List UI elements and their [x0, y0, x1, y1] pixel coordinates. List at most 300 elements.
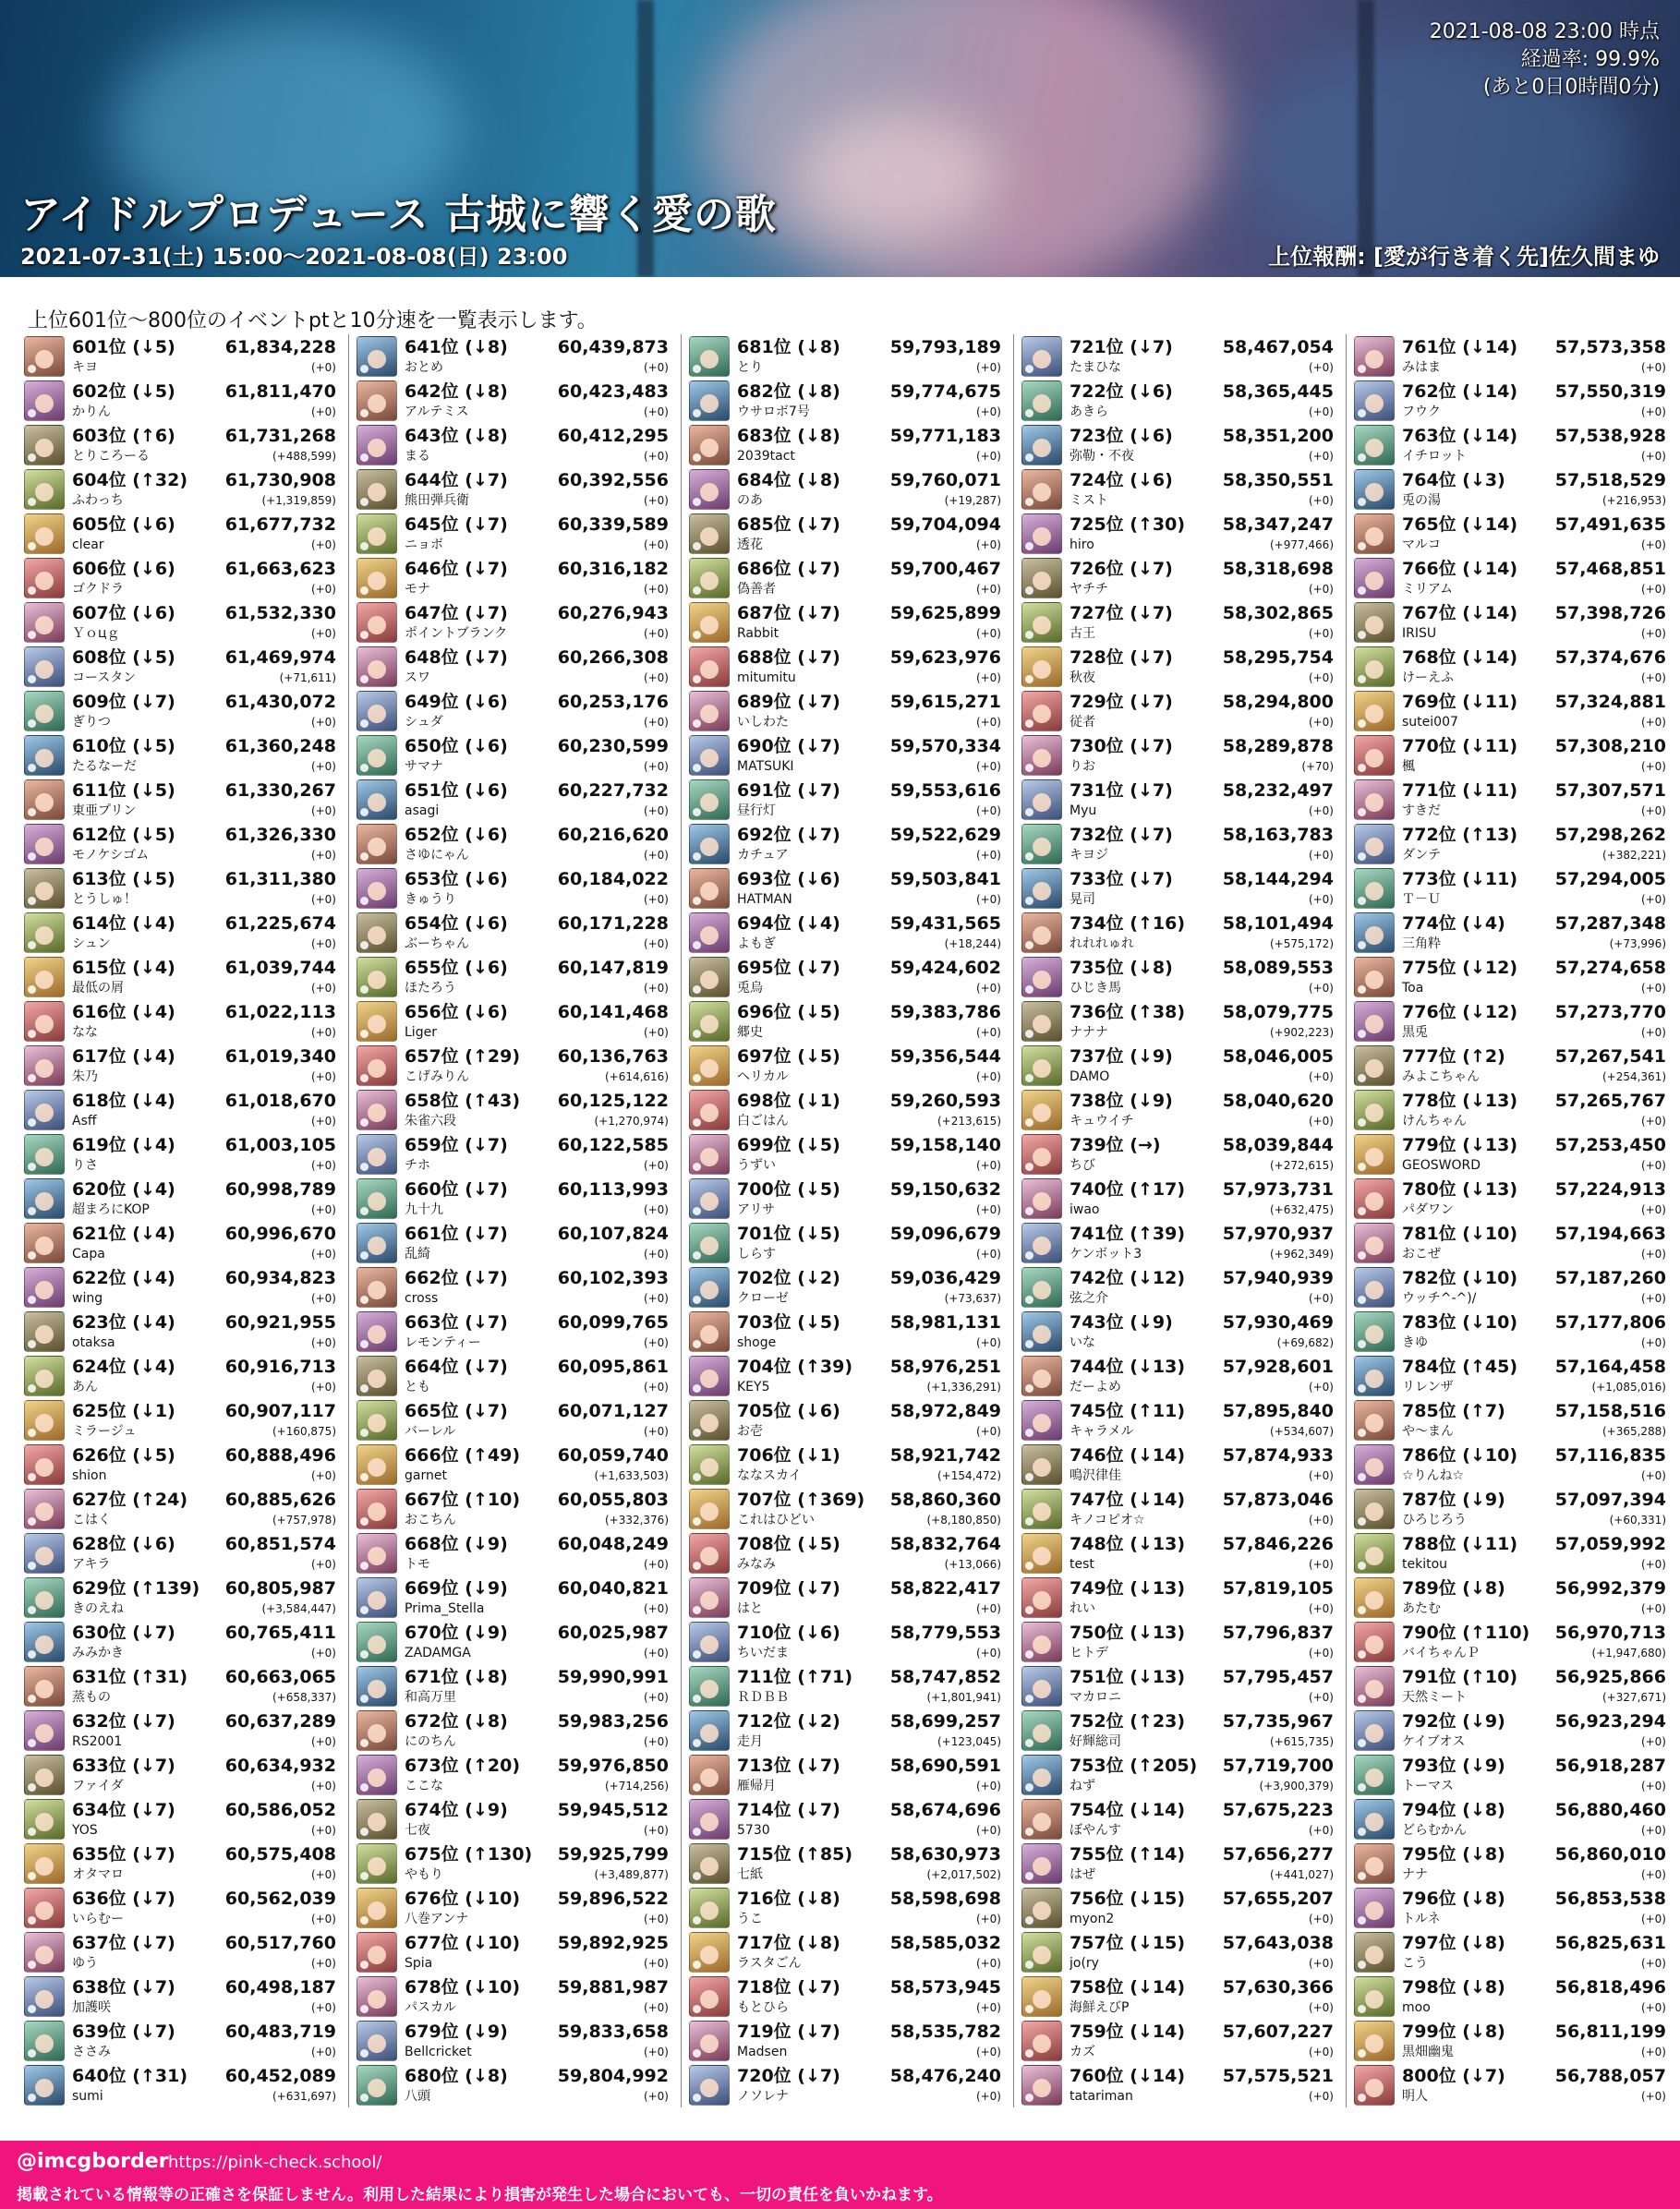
producer-name: 黒畑幽鬼: [1402, 2045, 1454, 2059]
rank-change: 684位 (↓8): [737, 470, 840, 490]
event-points: 57,187,260: [1554, 1268, 1666, 1288]
rank-change: 775位 (↓12): [1402, 958, 1518, 978]
producer-name: トーマス: [1402, 1779, 1454, 1793]
producer-name: 古王: [1070, 626, 1095, 641]
ranking-entry: [24, 1265, 340, 1310]
event-points: 60,025,987: [557, 1623, 669, 1643]
ranking-entry: [1021, 556, 1337, 600]
ranking-entry: [1021, 1575, 1337, 1620]
event-points: 56,923,294: [1554, 1711, 1666, 1732]
ten-minute-speed: (+0): [1308, 893, 1334, 906]
producer-name: オタマロ: [72, 1867, 124, 1882]
event-points: 60,851,574: [224, 1534, 336, 1554]
event-points: 57,930,469: [1222, 1312, 1334, 1333]
event-points: 59,096,679: [889, 1224, 1001, 1244]
rank-change: 749位 (↓13): [1070, 1578, 1186, 1599]
producer-avatar: [24, 1976, 65, 2017]
producer-name: 鳴沢律佳: [1070, 1468, 1121, 1483]
producer-avatar: [357, 691, 397, 731]
ranking-entry: [1354, 1265, 1670, 1310]
event-points: 57,324,881: [1554, 692, 1666, 712]
producer-name: Ｙｏцｇ: [72, 626, 120, 641]
ten-minute-speed: (+0): [310, 1026, 336, 1039]
producer-avatar: [357, 1622, 397, 1662]
rank-change: 785位 (↑7): [1402, 1401, 1505, 1421]
rank-change: 666位 (↑49): [405, 1445, 521, 1466]
producer-name: ラスタごん: [737, 1956, 802, 1971]
ranking-entry: [357, 2019, 672, 2063]
producer-name: ぼやんす: [1070, 1823, 1121, 1838]
ten-minute-speed: (+0): [310, 1957, 336, 1970]
rank-change: 761位 (↓14): [1402, 337, 1518, 357]
rank-change: 706位 (↓1): [737, 1445, 840, 1466]
event-points: 61,019,340: [224, 1046, 336, 1067]
rank-change: 790位 (↑110): [1402, 1623, 1530, 1643]
event-points: 60,216,620: [557, 825, 669, 845]
producer-avatar: [689, 1710, 730, 1751]
event-points: 57,294,005: [1554, 869, 1666, 889]
rank-change: 737位 (↓9): [1070, 1046, 1173, 1067]
event-points: 60,392,556: [557, 470, 669, 490]
twitter-handle-link[interactable]: @imcgborder: [17, 2150, 169, 2173]
producer-name: なな: [72, 1025, 98, 1040]
event-points: 60,048,249: [557, 1534, 669, 1554]
ten-minute-speed: (+902,223): [1269, 1026, 1334, 1039]
ten-minute-speed: (+0): [643, 361, 669, 374]
ten-minute-speed: (+0): [310, 1292, 336, 1305]
producer-avatar: [1021, 2065, 1062, 2106]
ten-minute-speed: (+0): [975, 1602, 1001, 1615]
producer-avatar: [357, 1001, 397, 1042]
ten-minute-speed: (+0): [975, 893, 1001, 906]
producer-avatar: [357, 2065, 397, 2106]
event-points: 60,998,789: [224, 1179, 336, 1200]
rank-change: 609位 (↓7): [72, 692, 175, 712]
ten-minute-speed: (+0): [643, 627, 669, 640]
ranking-entry: [1021, 600, 1337, 645]
producer-avatar: [1021, 1045, 1062, 1086]
rank-change: 657位 (↑29): [405, 1046, 521, 1067]
ranking-entry: [1354, 1886, 1670, 1930]
rank-change: 604位 (↑32): [72, 470, 188, 490]
producer-avatar: [24, 2021, 65, 2061]
producer-avatar: [1021, 1799, 1062, 1840]
producer-avatar: [357, 513, 397, 554]
site-url-link[interactable]: https://pink-check.school/: [168, 2153, 382, 2172]
producer-name: ほたろう: [405, 981, 456, 996]
ranking-entry: [1021, 1354, 1337, 1398]
producer-name: 蒸もの: [72, 1690, 111, 1705]
ten-minute-speed: (+0): [975, 1824, 1001, 1837]
rank-change: 717位 (↓8): [737, 1933, 840, 1953]
producer-avatar: [357, 1843, 397, 1884]
producer-name: マルコ: [1402, 537, 1441, 552]
ten-minute-speed: (+0): [975, 583, 1001, 596]
producer-name: myon2: [1070, 1912, 1115, 1926]
event-points: 56,918,287: [1554, 1756, 1666, 1776]
rank-change: 791位 (↑10): [1402, 1667, 1518, 1687]
producer-name: きゅうり: [405, 892, 456, 907]
producer-name: ヘリカル: [737, 1069, 789, 1084]
ten-minute-speed: (+0): [643, 538, 669, 551]
ranking-entry: [1021, 334, 1337, 379]
ten-minute-speed: (+0): [1640, 1115, 1666, 1128]
ten-minute-speed: (+0): [975, 1336, 1001, 1349]
intro-text: 上位601位～800位のイベントptと10分速を一覧表示します。: [28, 309, 598, 332]
ten-minute-speed: (+69,682): [1276, 1336, 1334, 1349]
rank-change: 617位 (↓4): [72, 1046, 175, 1067]
producer-avatar: [1021, 1267, 1062, 1308]
producer-avatar: [689, 380, 730, 421]
producer-name: KEY5: [737, 1380, 770, 1394]
ranking-entry: [24, 1531, 340, 1575]
ranking-entry: [357, 1753, 672, 1797]
producer-avatar: [357, 912, 397, 953]
ranking-entry: [357, 1664, 672, 1708]
ranking-entry: [1354, 1088, 1670, 1132]
ranking-entry: [357, 1797, 672, 1841]
producer-name: きのえね: [72, 1601, 124, 1616]
producer-name: いしわた: [737, 715, 789, 730]
rank-change: 669位 (↓9): [405, 1578, 508, 1599]
banner-art: [1358, 0, 1374, 277]
ten-minute-speed: (+0): [1308, 494, 1334, 507]
producer-avatar: [689, 735, 730, 776]
ranking-entry: [1021, 1132, 1337, 1177]
producer-avatar: [24, 1267, 65, 1308]
producer-name: Spia: [405, 1956, 433, 1971]
rank-change: 736位 (↑38): [1070, 1002, 1186, 1022]
event-points: 57,655,207: [1222, 1889, 1334, 1909]
ten-minute-speed: (+0): [310, 1070, 336, 1083]
producer-avatar: [1354, 1666, 1395, 1707]
ranking-entry: [24, 911, 340, 955]
producer-name: ミラージュ: [72, 1424, 137, 1439]
producer-name: 三角粋: [1402, 936, 1441, 951]
ten-minute-speed: (+0): [1640, 804, 1666, 817]
ranking-entry: [689, 733, 1005, 778]
rank-change: 648位 (↓7): [405, 647, 508, 668]
ten-minute-speed: (+71,611): [279, 671, 336, 684]
producer-name: tatariman: [1070, 2089, 1133, 2104]
rank-change: 670位 (↓9): [405, 1623, 508, 1643]
ranking-entry: [689, 1354, 1005, 1398]
producer-name: パスカル: [405, 2000, 456, 2015]
rank-change: 757位 (↓15): [1070, 1933, 1186, 1953]
rank-change: 727位 (↓7): [1070, 603, 1173, 623]
ten-minute-speed: (+0): [643, 494, 669, 507]
producer-avatar: [689, 558, 730, 598]
event-points: 57,643,038: [1222, 1933, 1334, 1953]
event-points: 59,976,850: [557, 1756, 669, 1776]
rank-change: 658位 (↑43): [405, 1091, 521, 1111]
event-points: 60,452,089: [224, 2066, 336, 2086]
ten-minute-speed: (+0): [975, 1425, 1001, 1438]
producer-avatar: [357, 1799, 397, 1840]
ten-minute-speed: (+0): [1640, 671, 1666, 684]
ten-minute-speed: (+0): [1308, 1292, 1334, 1305]
producer-avatar: [689, 646, 730, 687]
producer-name: スワ: [405, 670, 430, 685]
ranking-entry: [24, 866, 340, 911]
event-points: 60,586,052: [224, 1800, 336, 1820]
ranking-entry: [357, 1974, 672, 2019]
producer-avatar: [1354, 513, 1395, 554]
rank-change: 607位 (↓6): [72, 603, 175, 623]
ranking-entry: [24, 1310, 340, 1354]
producer-name: ナナナ: [1070, 1025, 1108, 1040]
rank-change: 654位 (↓6): [405, 913, 508, 934]
producer-name: shoge: [737, 1335, 777, 1350]
ten-minute-speed: (+3,584,447): [261, 1602, 336, 1615]
ranking-entry: [689, 1088, 1005, 1132]
event-points: 59,424,602: [889, 958, 1001, 978]
ranking-entry: [357, 1354, 672, 1398]
ranking-entry: [1354, 866, 1670, 911]
producer-name: 最低の屑: [72, 981, 124, 996]
producer-name: Myu: [1070, 803, 1097, 818]
producer-avatar: [1021, 558, 1062, 598]
rank-change: 637位 (↓7): [72, 1933, 175, 1953]
rank-change: 667位 (↑10): [405, 1490, 521, 1510]
event-points: 57,874,933: [1222, 1445, 1334, 1466]
producer-avatar: [357, 1045, 397, 1086]
producer-avatar: [1021, 1001, 1062, 1042]
ranking-entry: [357, 1265, 672, 1310]
event-points: 58,630,973: [889, 1844, 1001, 1865]
ten-minute-speed: (+0): [1640, 1248, 1666, 1261]
event-points: 60,934,823: [224, 1268, 336, 1288]
ten-minute-speed: (+0): [643, 760, 669, 773]
producer-avatar: [357, 1223, 397, 1263]
producer-avatar: [24, 1045, 65, 1086]
producer-name: YOS: [72, 1823, 98, 1838]
ranking-entry: [357, 334, 672, 379]
producer-avatar: [1354, 380, 1395, 421]
producer-name: バーレル: [405, 1424, 456, 1439]
producer-avatar: [357, 380, 397, 421]
producer-avatar: [689, 1001, 730, 1042]
producer-avatar: [689, 602, 730, 643]
ranking-entry: [1021, 689, 1337, 733]
producer-avatar: [1021, 912, 1062, 953]
producer-avatar: [1354, 1001, 1395, 1042]
producer-name: ニョボ: [405, 537, 443, 552]
ranking-entry: [1354, 1708, 1670, 1753]
ten-minute-speed: (+0): [643, 2001, 669, 2014]
ten-minute-speed: (+0): [1640, 1026, 1666, 1039]
ranking-entry: [1354, 1531, 1670, 1575]
event-points: 56,825,631: [1554, 1933, 1666, 1953]
producer-avatar: [689, 469, 730, 510]
producer-name: れい: [1070, 1601, 1095, 1616]
ranking-entry: [24, 778, 340, 822]
producer-avatar: [1021, 469, 1062, 510]
producer-avatar: [1021, 1134, 1062, 1175]
producer-name: アキラ: [72, 1557, 111, 1572]
rank-change: 671位 (↓8): [405, 1667, 508, 1687]
ranking-entry: [1021, 2019, 1337, 2063]
producer-avatar: [1354, 1843, 1395, 1884]
producer-avatar: [24, 1666, 65, 1707]
producer-avatar: [689, 691, 730, 731]
ranking-entry: [1021, 999, 1337, 1044]
event-points: 61,330,267: [224, 780, 336, 801]
producer-avatar: [689, 1622, 730, 1662]
rank-change: 784位 (↑45): [1402, 1357, 1518, 1377]
producer-avatar: [24, 1444, 65, 1485]
producer-avatar: [357, 1356, 397, 1396]
producer-name: お壱: [737, 1424, 763, 1439]
ten-minute-speed: (+0): [1308, 1691, 1334, 1704]
ten-minute-speed: (+0): [975, 1026, 1001, 1039]
producer-name: ポイントブランク: [405, 626, 508, 641]
ranking-entry: [357, 1575, 672, 1620]
ranking-entry: [357, 423, 672, 467]
ten-minute-speed: (+0): [643, 1203, 669, 1216]
producer-avatar: [689, 779, 730, 820]
ranking-entry: [1354, 1310, 1670, 1354]
producer-name: きゆ: [1402, 1335, 1428, 1350]
rank-change: 643位 (↓8): [405, 426, 508, 446]
ranking-entry: [1021, 1753, 1337, 1797]
rank-change: 615位 (↓4): [72, 958, 175, 978]
rank-change: 744位 (↓13): [1070, 1357, 1186, 1377]
rank-change: 636位 (↓7): [72, 1889, 175, 1909]
ten-minute-speed: (+0): [1640, 1824, 1666, 1837]
ten-minute-speed: (+0): [1640, 583, 1666, 596]
producer-avatar: [1021, 691, 1062, 731]
ten-minute-speed: (+0): [643, 583, 669, 596]
event-points: 57,550,319: [1554, 381, 1666, 402]
producer-avatar: [1354, 1932, 1395, 1973]
rank-change: 762位 (↓14): [1402, 381, 1518, 402]
producer-name: Capa: [72, 1247, 105, 1261]
rank-change: 725位 (↑30): [1070, 514, 1186, 535]
rank-change: 690位 (↓7): [737, 736, 840, 756]
ten-minute-speed: (+0): [1640, 1469, 1666, 1482]
producer-name: みみかき: [72, 1646, 124, 1660]
event-points: 58,040,620: [1222, 1091, 1334, 1111]
event-points: 57,895,840: [1222, 1401, 1334, 1421]
producer-name: iwao: [1070, 1202, 1100, 1217]
producer-name: ふわっち: [72, 493, 124, 508]
rank-change: 644位 (↓7): [405, 470, 508, 490]
ranking-entry: [689, 1487, 1005, 1531]
producer-name: とり: [737, 360, 763, 375]
producer-avatar: [24, 1223, 65, 1263]
ten-minute-speed: (+0): [975, 361, 1001, 374]
ranking-entry: [24, 512, 340, 556]
producer-avatar: [689, 1577, 730, 1618]
ranking-entry: [1021, 645, 1337, 689]
rank-change: 789位 (↓8): [1402, 1578, 1505, 1599]
event-points: 61,469,974: [224, 647, 336, 668]
producer-avatar: [689, 336, 730, 377]
rank-change: 771位 (↓11): [1402, 780, 1518, 801]
ten-minute-speed: (+0): [643, 1913, 669, 1925]
ten-minute-speed: (+0): [643, 1026, 669, 1039]
producer-avatar: [689, 1178, 730, 1219]
producer-name: みよこちゃん: [1402, 1069, 1480, 1084]
producer-avatar: [357, 868, 397, 909]
rank-change: 765位 (↓14): [1402, 514, 1518, 535]
event-points: 57,253,450: [1554, 1135, 1666, 1155]
event-points: 58,089,553: [1222, 958, 1334, 978]
rank-change: 673位 (↑20): [405, 1756, 521, 1776]
producer-name: sumi: [72, 2089, 103, 2104]
rank-change: 714位 (↓7): [737, 1800, 840, 1820]
event-points: 60,637,289: [224, 1711, 336, 1732]
ranking-entry: [24, 1132, 340, 1177]
ten-minute-speed: (+0): [975, 1203, 1001, 1216]
event-points: 57,491,635: [1554, 514, 1666, 535]
ten-minute-speed: (+0): [975, 716, 1001, 729]
event-points: 56,853,538: [1554, 1889, 1666, 1909]
ten-minute-speed: (+0): [1640, 1913, 1666, 1925]
ten-minute-speed: (+0): [1640, 982, 1666, 995]
ranking-entry: [24, 1044, 340, 1088]
event-points: 59,623,976: [889, 647, 1001, 668]
event-points: 57,307,571: [1554, 780, 1666, 801]
rank-change: 640位 (↑31): [72, 2066, 188, 2086]
ranking-column: [689, 334, 1005, 2107]
producer-name: IRISU: [1402, 626, 1437, 641]
producer-name: 加護咲: [72, 2000, 111, 2015]
rank-change: 754位 (↓14): [1070, 1800, 1186, 1820]
producer-avatar: [1021, 957, 1062, 997]
ranking-entry: [1354, 1442, 1670, 1487]
rank-change: 794位 (↓8): [1402, 1800, 1505, 1820]
producer-avatar: [357, 1267, 397, 1308]
ten-minute-speed: (+0): [643, 2090, 669, 2103]
ranking-entry: [1354, 1974, 1670, 2019]
rank-change: 620位 (↓4): [72, 1179, 175, 1200]
ten-minute-speed: (+0): [310, 361, 336, 374]
event-points: 59,896,522: [557, 1889, 669, 1909]
rank-change: 646位 (↓7): [405, 559, 508, 579]
rank-change: 683位 (↓8): [737, 426, 840, 446]
ranking-entry: [689, 1177, 1005, 1221]
ten-minute-speed: (+70): [1301, 760, 1334, 773]
producer-name: あきら: [1070, 404, 1108, 419]
ranking-entry: [357, 1044, 672, 1088]
producer-avatar: [1021, 2021, 1062, 2061]
producer-name: otaksa: [72, 1335, 115, 1350]
ranking-entry: [689, 556, 1005, 600]
ten-minute-speed: (+0): [1308, 405, 1334, 418]
event-points: 57,267,541: [1554, 1046, 1666, 1067]
producer-avatar: [689, 1311, 730, 1352]
event-points: 60,907,117: [224, 1401, 336, 1421]
producer-avatar: [357, 1134, 397, 1175]
rank-change: 624位 (↓4): [72, 1357, 175, 1377]
producer-avatar: [357, 646, 397, 687]
producer-name: みはま: [1402, 360, 1441, 375]
rank-change: 616位 (↓4): [72, 1002, 175, 1022]
producer-name: 弥勒・不夜: [1070, 449, 1134, 464]
ranking-entry: [1354, 1841, 1670, 1886]
producer-avatar: [1354, 1045, 1395, 1086]
producer-name: おこぜ: [1402, 1247, 1441, 1261]
ranking-entry: [1021, 1442, 1337, 1487]
event-points: 57,940,939: [1222, 1268, 1334, 1288]
producer-name: あたむ: [1402, 1601, 1441, 1616]
producer-avatar: [1021, 380, 1062, 421]
ten-minute-speed: (+0): [643, 1248, 669, 1261]
producer-name: キノコピオ☆: [1070, 1513, 1145, 1527]
producer-avatar: [1021, 779, 1062, 820]
